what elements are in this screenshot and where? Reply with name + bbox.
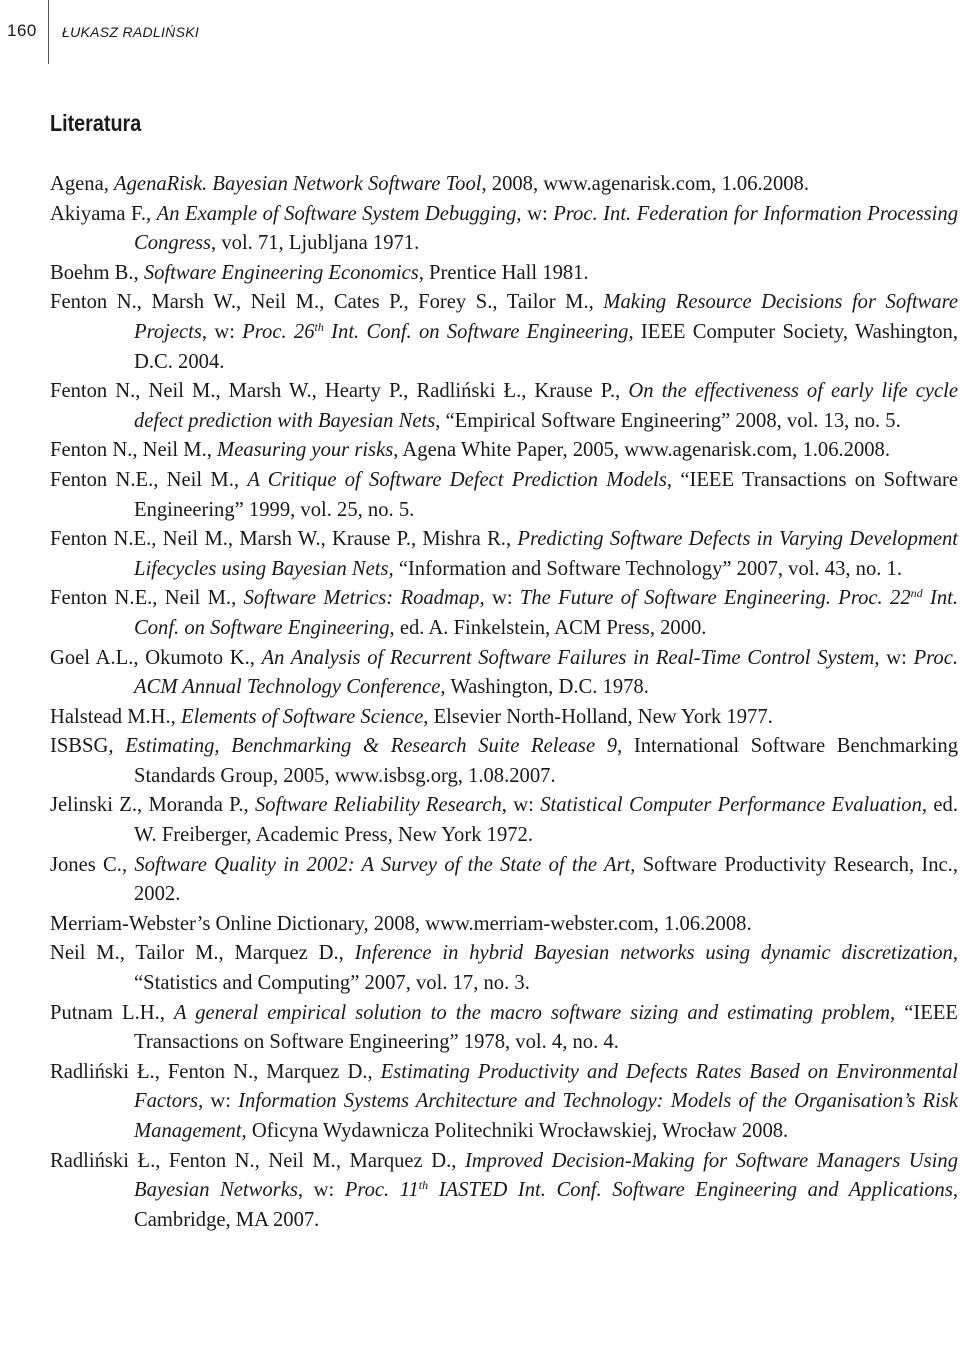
reference-text: , Elsevier North-Holland, New York 1977. xyxy=(423,705,773,728)
reference-text: Fenton N.E., Neil M., xyxy=(50,468,248,491)
reference-text: , Cambridge, MA 2007. xyxy=(134,1179,958,1231)
reference-text: , w: xyxy=(874,646,914,669)
reference-superscript: th xyxy=(418,1178,429,1193)
reference-title: Elements of Software Science xyxy=(180,705,424,728)
reference-item xyxy=(50,466,958,525)
reference-text: , “Statistics and Computing” 2007, vol. 17, no. 3. xyxy=(134,942,958,995)
reference-item xyxy=(50,259,958,289)
reference-text: , w: xyxy=(198,1090,239,1113)
reference-title: Making Resource Decisions for Software Projects xyxy=(134,291,958,343)
reference-text: , w: xyxy=(297,1179,345,1202)
reference-text: Neil M., Tailor M., Marquez D., xyxy=(50,942,355,965)
reference-item xyxy=(50,999,958,1058)
reference-text: , “Information and Software Technology” 2007, vol. 43, no. 1. xyxy=(388,557,903,580)
reference-title: Proc. 26 xyxy=(242,320,315,343)
reference-text: , ed. A. Finkelstein, ACM Press, 2000. xyxy=(389,616,707,639)
reference-text: , IEEE Computer Society, Washington, D.C. 2004. xyxy=(134,320,958,373)
reference-superscript: th xyxy=(314,319,324,334)
reference-title: Estimating, Benchmarking & Research Suite Release 9 xyxy=(125,735,618,758)
section-title: Literatura xyxy=(50,110,142,136)
reference-title: Int. Conf. on Software Engineering xyxy=(323,320,629,343)
page-header xyxy=(0,0,960,64)
reference-text: , w: xyxy=(516,202,554,225)
reference-text: Merriam-Webster’s Online Dictionary, 2008, www.merriam-webster.com, 1.06.2008. xyxy=(50,912,752,935)
reference-title: Improved Decision-Making for Software Managers Using Bayesian Networks xyxy=(134,1149,958,1202)
reference-title: A general empirical solution to the macro software sizing and estimating problem xyxy=(173,1001,891,1024)
reference-title: Int. Conf. on Software Engineering xyxy=(134,587,958,639)
reference-item xyxy=(50,644,958,703)
reference-title: Proc. Int. Federation for Information Processing Congress xyxy=(134,202,958,255)
reference-title: Inference in hybrid Bayesian networks using dynamic discretization xyxy=(354,942,953,965)
reference-title: On the effectiveness of early life cycle defect prediction with Bayesian Nets xyxy=(134,380,958,432)
reference-title: A Critique of Software Defect Prediction Models xyxy=(247,468,667,491)
reference-title: Software Reliability Research xyxy=(255,794,502,817)
reference-list xyxy=(50,170,958,1235)
reference-text: Putnam L.H., xyxy=(50,1001,174,1024)
reference-text: , vol. 71, Ljubljana 1971. xyxy=(211,232,420,255)
reference-item xyxy=(50,703,958,733)
reference-text: ISBSG, xyxy=(50,735,126,758)
reference-text: Fenton N.E., Neil M., xyxy=(50,587,244,610)
reference-item xyxy=(50,525,958,584)
reference-title: Software Metrics: Roadmap xyxy=(243,587,480,610)
reference-item xyxy=(50,851,958,910)
reference-title: Estimating Productivity and Defects Rates Based on Environmental Factors xyxy=(134,1060,958,1113)
reference-text: , Oficyna Wydawnicza Politechniki Wrocławskiej, Wrocław 2008. xyxy=(241,1120,789,1142)
reference-superscript: nd xyxy=(910,586,923,601)
reference-text: Radliński Ł., Fenton N., Neil M., Marquez D., xyxy=(50,1149,465,1172)
reference-item xyxy=(50,288,958,377)
reference-title: The Future of Software Engineering. Proc. 22 xyxy=(519,587,911,610)
reference-text: , “Empirical Software Engineering” 2008, vol. 13, no. 5. xyxy=(435,409,901,432)
reference-text: , Prentice Hall 1981. xyxy=(418,261,589,284)
reference-title: IASTED Int. Conf. Software Engineering and Applications xyxy=(428,1179,953,1202)
reference-text: Agena, xyxy=(50,173,115,195)
reference-title: Information Systems Architecture and Technology: Models of the Organisation’s Risk Management xyxy=(134,1090,959,1142)
running-head: ŁUKASZ RADLIŃSKI xyxy=(62,24,200,40)
reference-text: Jones C., xyxy=(50,853,135,876)
reference-title: Proc. 11 xyxy=(344,1179,419,1202)
reference-item xyxy=(50,200,958,259)
header-divider xyxy=(48,0,49,64)
reference-text: , “IEEE Transactions on Software Engineering” 1978, vol. 4, no. 4. xyxy=(134,1001,959,1054)
reference-item xyxy=(50,584,958,643)
page-number: 160 xyxy=(7,21,37,40)
reference-item xyxy=(50,1058,958,1147)
reference-text: , Agena White Paper, 2005, www.agenarisk.com, 1.06.2008. xyxy=(393,439,890,462)
reference-item xyxy=(50,939,958,998)
reference-item xyxy=(50,377,958,436)
reference-text: , Software Productivity Research, Inc., 2002. xyxy=(134,853,958,906)
reference-text: Fenton N., Neil M., xyxy=(50,439,218,462)
reference-text: , Washington, D.C. 1978. xyxy=(440,676,649,699)
reference-text: , “IEEE Transactions on Software Engineering” 1999, vol. 25, no. 5. xyxy=(134,468,958,521)
reference-item xyxy=(50,910,958,940)
reference-text: , w: xyxy=(501,794,541,817)
reference-item xyxy=(50,791,958,850)
reference-text: Fenton N.E., Neil M., Marsh W., Krause P., Mishra R., xyxy=(50,528,518,551)
reference-title: Proc. ACM Annual Technology Conference xyxy=(134,646,958,699)
reference-text: Radliński Ł., Fenton N., Marquez D., xyxy=(50,1060,381,1083)
reference-text: , w: xyxy=(479,587,520,610)
reference-text: Jelinski Z., Moranda P., xyxy=(50,794,255,817)
reference-text: Halstead M.H., xyxy=(50,705,181,728)
reference-text: Akiyama F., xyxy=(50,202,157,225)
reference-title: Statistical Computer Performance Evaluation xyxy=(540,794,922,817)
reference-title: Predicting Software Defects in Varying Development Lifecycles using Bayesian Nets xyxy=(134,528,958,580)
reference-item xyxy=(50,732,958,791)
reference-text: , ed. W. Freiberger, Academic Press, New York 1972. xyxy=(134,794,958,847)
reference-title: Measuring your risks xyxy=(217,439,394,462)
reference-text: , International Software Benchmarking Standards Group, 2005, www.isbsg.org, 1.08.2007. xyxy=(134,735,958,787)
reference-item xyxy=(50,436,958,466)
reference-text: Boehm B., xyxy=(50,261,144,284)
reference-text: Goel A.L., Okumoto K., xyxy=(50,646,262,669)
reference-title: AgenaRisk. Bayesian Network Software Tool xyxy=(114,173,482,195)
reference-text: , 2008, www.agenarisk.com, 1.06.2008. xyxy=(481,173,810,195)
reference-item xyxy=(50,170,958,200)
reference-title: An Analysis of Recurrent Software Failures in Real-Time Control System xyxy=(261,646,875,669)
reference-text: Fenton N., Neil M., Marsh W., Hearty P., Radliński Ł., Krause P., xyxy=(50,380,629,403)
reference-text: , w: xyxy=(201,320,243,343)
reference-title: An Example of Software System Debugging xyxy=(156,202,517,225)
reference-item xyxy=(50,1147,958,1236)
reference-text: Fenton N., Marsh W., Neil M., Cates P., Forey S., Tailor M., xyxy=(50,291,604,314)
reference-title: Software Engineering Economics xyxy=(143,261,419,284)
reference-title: Software Quality in 2002: A Survey of the State of the Art xyxy=(134,853,631,876)
